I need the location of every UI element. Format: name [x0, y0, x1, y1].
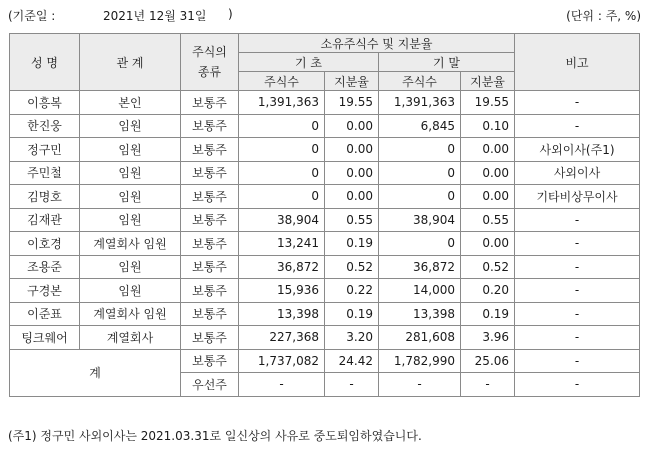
cell-relation: 임원 — [80, 138, 181, 162]
cell-name: 한진웅 — [10, 114, 80, 138]
cell-begin-ratio: 19.55 — [325, 91, 379, 115]
cell-end-ratio: 19.55 — [461, 91, 515, 115]
cell-end-shares: 281,608 — [379, 326, 461, 350]
cell-type: 보통주 — [181, 185, 239, 209]
cell-begin-shares: 38,904 — [239, 208, 325, 232]
col-stock-type: 주식의 종류 — [181, 34, 239, 91]
cell-begin-shares: 0 — [239, 138, 325, 162]
cell-name: 이준표 — [10, 302, 80, 326]
col-end-ratio: 지분율 — [461, 72, 515, 91]
table-row — [10, 255, 640, 279]
cell-begin-shares: 0 — [239, 161, 325, 185]
cell-relation: 임원 — [80, 279, 181, 303]
footnote: (주1) 정구민 사외이사는 2021.03.31로 일신상의 사유로 중도퇴임하였습니다. — [8, 429, 422, 443]
cell-name: 조용준 — [10, 255, 80, 279]
total-begin-shares: 1,737,082 — [239, 349, 325, 373]
table-row — [10, 185, 640, 209]
table-row — [10, 114, 640, 138]
total-pref-begin-shares: - — [239, 373, 325, 397]
cell-end-shares: 6,845 — [379, 114, 461, 138]
total-begin-ratio: 24.42 — [325, 349, 379, 373]
table-row — [10, 302, 640, 326]
col-name: 성 명 — [10, 34, 80, 91]
cell-type: 보통주 — [181, 326, 239, 350]
cell-relation: 계열회사 임원 — [80, 302, 181, 326]
total-note: - — [515, 349, 640, 373]
cell-relation: 임원 — [80, 255, 181, 279]
cell-relation: 임원 — [80, 185, 181, 209]
total-type: 보통주 — [181, 349, 239, 373]
cell-name: 이흥복 — [10, 91, 80, 115]
total-pref-begin-ratio: - — [325, 373, 379, 397]
cell-relation: 계열회사 — [80, 326, 181, 350]
cell-begin-ratio: 0.00 — [325, 138, 379, 162]
base-date-close: ) — [228, 7, 233, 21]
cell-end-shares: 38,904 — [379, 208, 461, 232]
cell-relation: 본인 — [80, 91, 181, 115]
cell-relation: 임원 — [80, 114, 181, 138]
cell-begin-shares: 36,872 — [239, 255, 325, 279]
col-end-shares: 주식수 — [379, 72, 461, 91]
cell-name: 주민철 — [10, 161, 80, 185]
cell-begin-shares: 0 — [239, 114, 325, 138]
cell-end-shares: 0 — [379, 161, 461, 185]
cell-type: 보통주 — [181, 161, 239, 185]
table-body — [10, 91, 640, 350]
cell-end-ratio: 0.00 — [461, 232, 515, 256]
table-row — [10, 91, 640, 115]
cell-note: - — [515, 326, 640, 350]
cell-begin-ratio: 3.20 — [325, 326, 379, 350]
cell-relation: 임원 — [80, 208, 181, 232]
base-date: 2021년 12월 31일 — [103, 9, 207, 23]
cell-end-ratio: 0.00 — [461, 185, 515, 209]
table-row — [10, 161, 640, 185]
total-end-shares: 1,782,990 — [379, 349, 461, 373]
cell-begin-ratio: 0.52 — [325, 255, 379, 279]
cell-type: 보통주 — [181, 232, 239, 256]
cell-begin-ratio: 0.19 — [325, 232, 379, 256]
cell-name: 정구민 — [10, 138, 80, 162]
total-pref-note: - — [515, 373, 640, 397]
table-row — [10, 208, 640, 232]
cell-note: 사외이사 — [515, 161, 640, 185]
cell-begin-shares: 227,368 — [239, 326, 325, 350]
col-begin-shares: 주식수 — [239, 72, 325, 91]
table-row — [10, 326, 640, 350]
cell-end-shares: 13,398 — [379, 302, 461, 326]
table-row — [10, 279, 640, 303]
cell-begin-ratio: 0.55 — [325, 208, 379, 232]
cell-begin-ratio: 0.00 — [325, 114, 379, 138]
total-end-ratio: 25.06 — [461, 349, 515, 373]
cell-end-ratio: 0.19 — [461, 302, 515, 326]
cell-note: - — [515, 208, 640, 232]
cell-type: 보통주 — [181, 302, 239, 326]
table-row — [10, 232, 640, 256]
col-relation: 관 계 — [80, 34, 181, 91]
cell-note: - — [515, 232, 640, 256]
cell-begin-shares: 13,398 — [239, 302, 325, 326]
cell-begin-shares: 15,936 — [239, 279, 325, 303]
cell-relation: 임원 — [80, 161, 181, 185]
table-header-info — [8, 7, 641, 23]
total-section — [10, 349, 640, 396]
cell-end-shares: 0 — [379, 232, 461, 256]
cell-type: 보통주 — [181, 279, 239, 303]
cell-name: 팅크웨어 — [10, 326, 80, 350]
table-row — [10, 138, 640, 162]
col-begin-ratio: 지분율 — [325, 72, 379, 91]
cell-begin-ratio: 0.19 — [325, 302, 379, 326]
cell-end-shares: 14,000 — [379, 279, 461, 303]
cell-note: 기타비상무이사 — [515, 185, 640, 209]
cell-note: 사외이사(주1) — [515, 138, 640, 162]
cell-end-ratio: 0.20 — [461, 279, 515, 303]
cell-type: 보통주 — [181, 114, 239, 138]
cell-name: 이호경 — [10, 232, 80, 256]
cell-begin-shares: 13,241 — [239, 232, 325, 256]
cell-end-shares: 1,391,363 — [379, 91, 461, 115]
cell-begin-ratio: 0.00 — [325, 185, 379, 209]
cell-note: - — [515, 279, 640, 303]
cell-end-ratio: 0.55 — [461, 208, 515, 232]
col-begin: 기 초 — [239, 53, 379, 72]
total-label: 계 — [10, 349, 181, 396]
cell-note: - — [515, 91, 640, 115]
col-end: 기 말 — [379, 53, 515, 72]
total-pref-type: 우선주 — [181, 373, 239, 397]
shareholding-table — [9, 33, 640, 397]
total-pref-end-shares: - — [379, 373, 461, 397]
cell-type: 보통주 — [181, 208, 239, 232]
cell-end-ratio: 0.52 — [461, 255, 515, 279]
cell-end-shares: 0 — [379, 138, 461, 162]
cell-note: - — [515, 114, 640, 138]
cell-end-ratio: 0.00 — [461, 138, 515, 162]
cell-end-ratio: 0.10 — [461, 114, 515, 138]
col-holdings-group: 소유주식수 및 지분율 — [239, 34, 515, 53]
cell-type: 보통주 — [181, 91, 239, 115]
cell-end-shares: 36,872 — [379, 255, 461, 279]
col-note: 비고 — [515, 34, 640, 91]
cell-begin-shares: 0 — [239, 185, 325, 209]
cell-end-ratio: 3.96 — [461, 326, 515, 350]
cell-end-ratio: 0.00 — [461, 161, 515, 185]
cell-end-shares: 0 — [379, 185, 461, 209]
unit-label: (단위 : 주, %) — [566, 9, 641, 23]
cell-type: 보통주 — [181, 255, 239, 279]
cell-note: - — [515, 255, 640, 279]
total-pref-end-ratio: - — [461, 373, 515, 397]
base-date-label: (기준일 : — [8, 9, 56, 23]
cell-name: 김명호 — [10, 185, 80, 209]
cell-begin-ratio: 0.22 — [325, 279, 379, 303]
cell-relation: 계열회사 임원 — [80, 232, 181, 256]
cell-name: 김재관 — [10, 208, 80, 232]
cell-begin-ratio: 0.00 — [325, 161, 379, 185]
cell-name: 구경본 — [10, 279, 80, 303]
cell-type: 보통주 — [181, 138, 239, 162]
cell-note: - — [515, 302, 640, 326]
total-row-common — [10, 349, 640, 373]
cell-begin-shares: 1,391,363 — [239, 91, 325, 115]
